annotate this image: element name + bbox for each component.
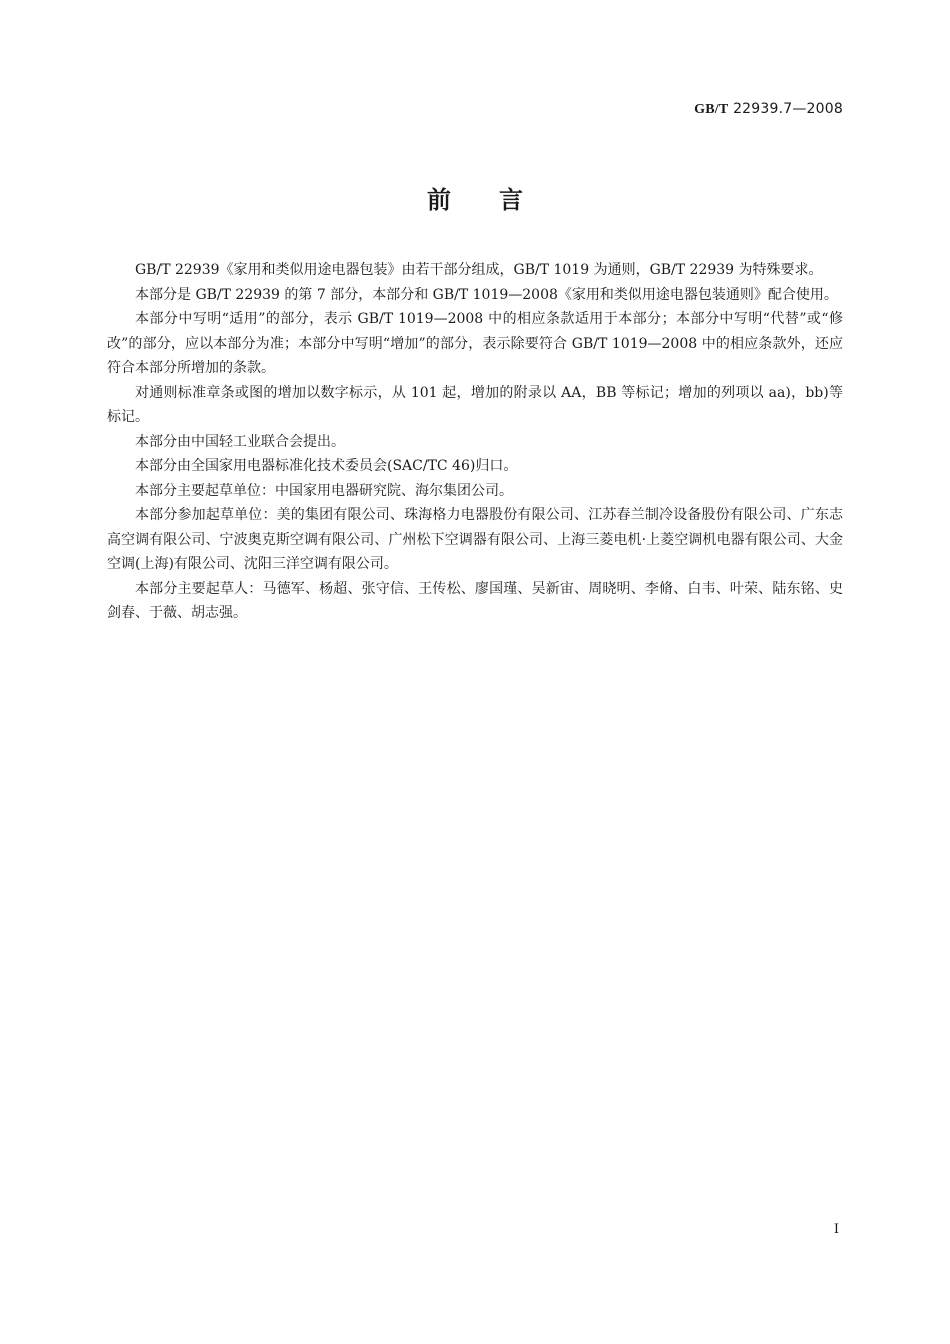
foreword-body bbox=[107, 258, 843, 626]
standard-code-header bbox=[694, 101, 843, 118]
standard-code-prefix: GB/T bbox=[694, 102, 729, 117]
paragraph-main-drafters-units: 本部分主要起草单位：中国家用电器研究院、海尔集团公司。 bbox=[135, 482, 513, 499]
paragraph-proposer: 本部分由中国轻工业联合会提出。 bbox=[135, 433, 345, 450]
paragraph-main-drafters: 本部分主要起草人：马德军、杨超、张守信、王传松、廖国瑾、吴新宙、周晓明、李脩、白韦、叶荣、陆东铭、史剑春、于薇、胡志强。 bbox=[107, 580, 843, 621]
page-title: 前言 bbox=[427, 186, 571, 214]
paragraph-applicability: 本部分中写明“适用”的部分，表示 GB/T 1019—2008 中的相应条款适用于本部分；本部分中写明“代替”或“修改”的部分，应以本部分为准；本部分中写明“增加”的部分，表示除要符合 GB/T 1019—2008 中的相应条款外，还应符合本部分所增加的条款。 bbox=[107, 311, 843, 376]
paragraph-structure: GB/T 22939《家用和类似用途电器包装》由若干部分组成，GB/T 1019 为通则，GB/T 22939 为特殊要求。 bbox=[135, 262, 823, 278]
paragraph-numbering: 对通则标准章条或图的增加以数字标示，从 101 起，增加的附录以 AA，BB 等标记；增加的列项以 aa)，bb)等标记。 bbox=[107, 384, 843, 425]
paragraph-participating-units: 本部分参加起草单位：美的集团有限公司、珠海格力电器股份有限公司、江苏春兰制冷设备股份有限公司、广东志高空调有限公司、宁波奥克斯空调有限公司、广州松下空调器有限公司、上海三菱电机·上菱空调机电器有限公司、大金空调(上海)有限公司、沈阳三洋空调有限公司。 bbox=[107, 507, 843, 572]
standard-code-number: 22939.7—2008 bbox=[733, 101, 843, 117]
paragraph-part-relation: 本部分是 GB/T 22939 的第 7 部分，本部分和 GB/T 1019—2008《家用和类似用途电器包装通则》配合使用。 bbox=[135, 286, 838, 303]
paragraph-committee: 本部分由全国家用电器标准化技术委员会(SAC/TC 46)归口。 bbox=[135, 458, 518, 474]
page-number: I bbox=[833, 1222, 839, 1237]
